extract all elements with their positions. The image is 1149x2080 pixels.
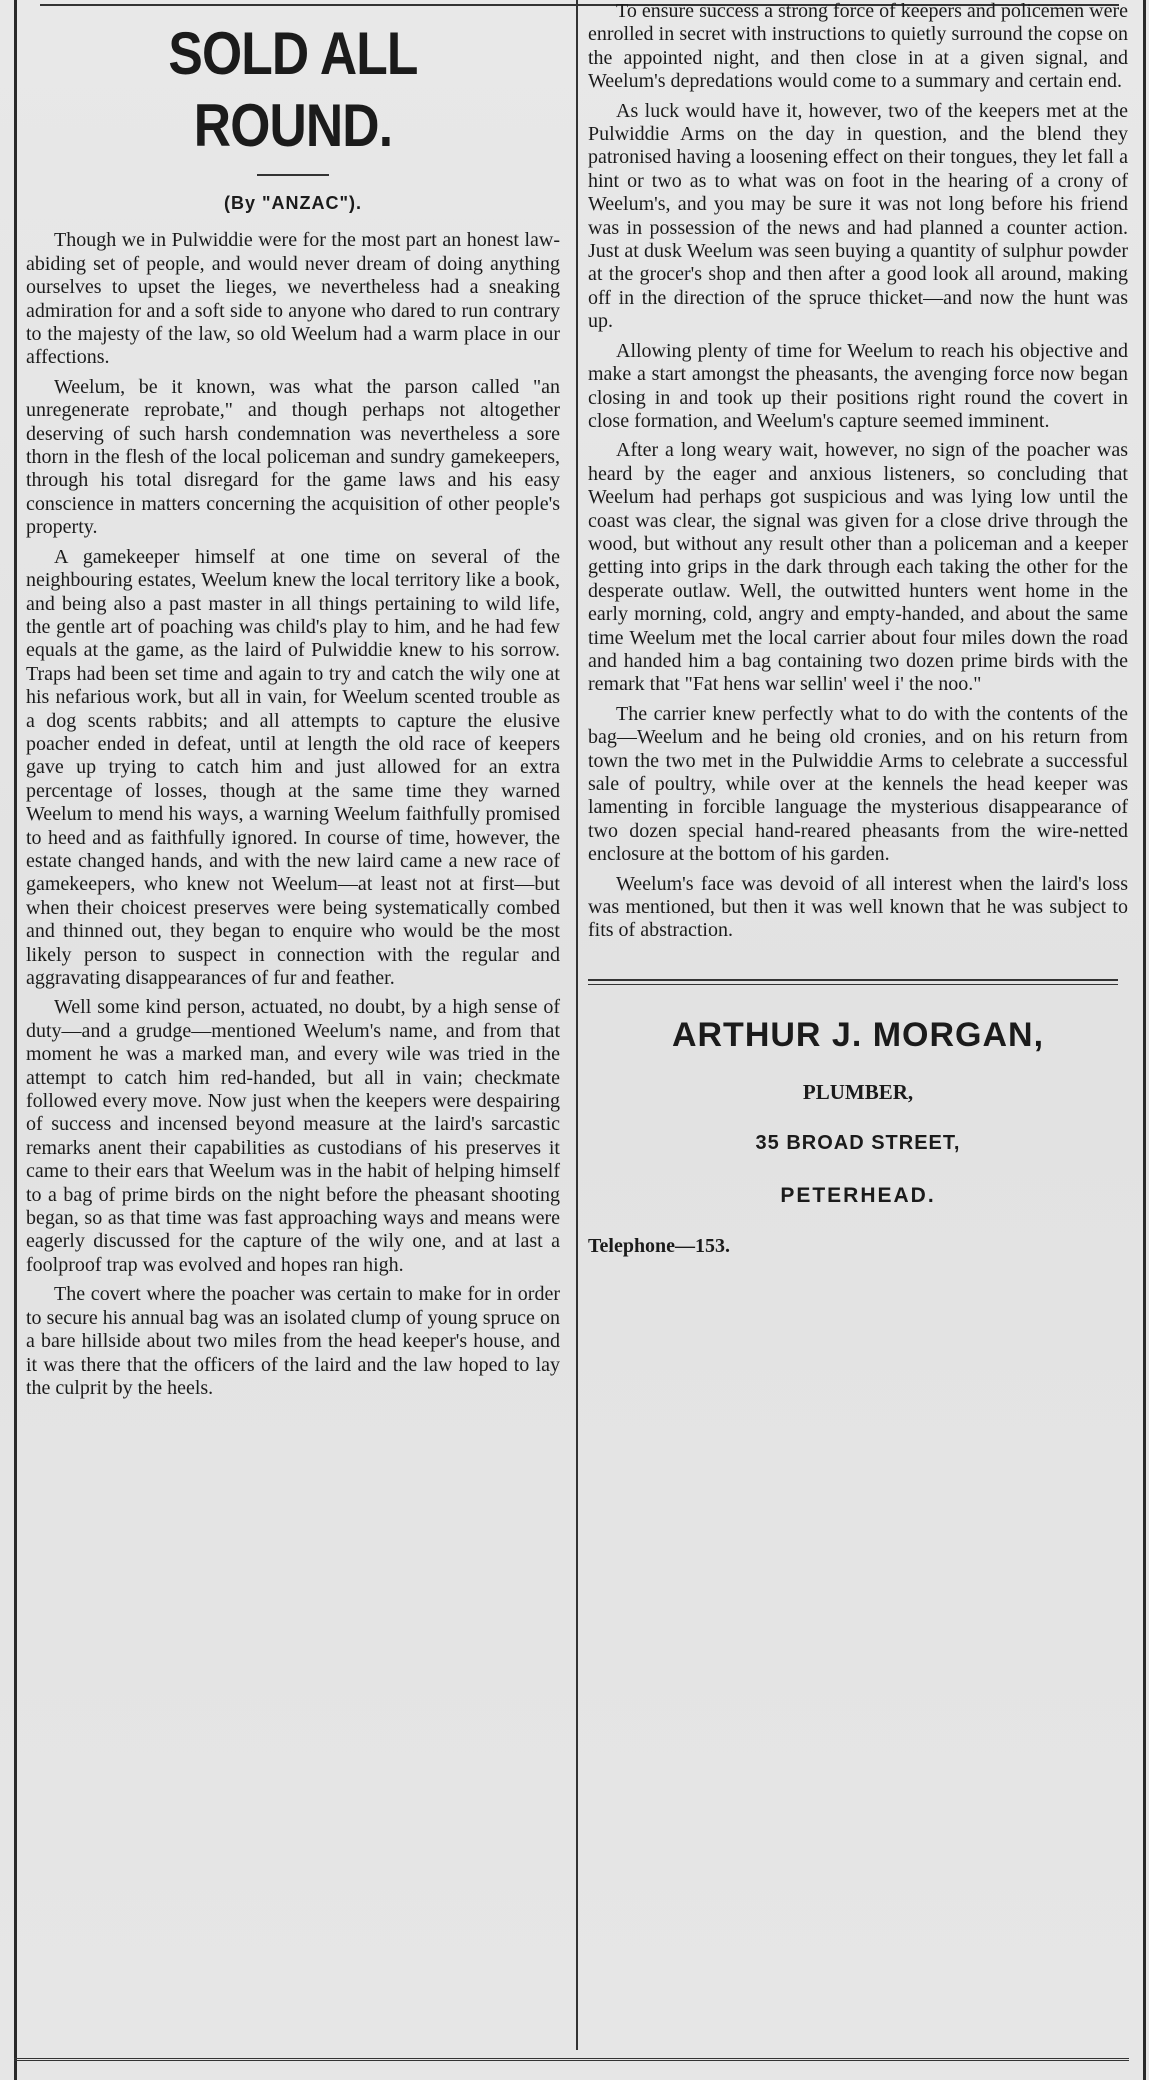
right-column-edge: [1143, 0, 1146, 2080]
article-paragraph: Well some kind person, actuated, no doubt, by a high sense of duty—and a grudge—mentioned Weelum's name, and from that moment he was a marked man, and every wile was tried in the attempt to catch him red-handed, but all in vain; checkmate followed every move. Now just when the keepers were despairing of success and incensed beyond measure at the laird's sarcastic remarks anent their capabilities as custodians of his preserves it came to their ears that Weelum was in the habit of helping himself to a bag of prime birds on the night before the pheasant shooting began, so as that time was fast approaching ways and means were eagerly discussed for the capture of the wily one, and at last a foolproof trap was evolved and hopes ran high.: [26, 996, 560, 1276]
bottom-rule: [14, 2058, 1129, 2061]
article-paragraph: The covert where the poacher was certain to make for in order to secure his annual bag was an isolated clump of young spruce on a bare hillside about two miles from the head keeper's house, and it was there that the officers of the laird and the law hoped to lay the culprit by the heels.: [26, 1283, 560, 1399]
article-paragraph: After a long weary wait, however, no sign of the poacher was heard by the eager and anxious listeners, so concluding that Weelum had perhaps got suspicious and was lying low until the coast was clear, the signal was given for a close drive through the wood, but without any result other than a policeman and a keeper getting into grips in the dark through each taking the other for the desperate outlaw. Well, the outwitted hunters went home in the early morning, cold, angry and empty-handed, and about the same time Weelum met the local carrier about four miles down the road and handed him a bag containing two dozen prime birds with the remark that "Fat hens war sellin' weel i' the noo.": [588, 439, 1128, 696]
advertiser-street: 35 BROAD STREET,: [755, 1132, 961, 1155]
article-paragraph: Though we in Pulwiddie were for the most part an honest law-abiding set of people, and would never dream of doing anything ourselves to upset the lieges, we nevertheless had a sneaking admiration for and a soft side to anyone who dared to run contrary to the majesty of the law, so old Weelum had a warm place in our affections.: [26, 229, 560, 369]
advertiser-name: ARTHUR J. MORGAN,: [671, 1015, 1045, 1054]
advertisement-rule: [588, 979, 1118, 985]
plumber-advertisement: [588, 1015, 1128, 1259]
article-column-left: [26, 0, 560, 1406]
article-headline: SOLD ALL ROUND.: [168, 20, 418, 159]
article-paragraph: As luck would have it, however, two of the keepers met at the Pulwiddie Arms on the day in question, and the blend they patronised having a loosening effect on their tongues, they let fall a hint or two as to what was on foot in the hearing of a crony of Weelum's, and you may be sure it was not long before his friend was in possession of the news and had planned a counter action. Just at dusk Weelum was seen buying a quantity of sulphur powder at the grocer's shop and then after a good look all around, making off in the direction of the spruce thicket—and now the hunt was up.: [588, 99, 1128, 333]
article-paragraph: Weelum, be it known, was what the parson called "an unregenerate reprobate," and though perhaps not altogether deserving of such harsh condemnation was nevertheless a sore thorn in the flesh of the local policeman and sundry gamekeepers, through his total disregard for the game laws and his easy conscience in matters concerning the acquisition of other people's property.: [26, 375, 560, 539]
headline-rule: [257, 174, 329, 176]
article-byline: (By "ANZAC").: [223, 193, 363, 213]
left-column-edge: [14, 0, 17, 2080]
column-divider: [576, 0, 578, 2050]
article-paragraph: Weelum's face was devoid of all interest when the laird's loss was mentioned, but then it was well known that he was subject to fits of abstraction.: [588, 872, 1128, 942]
article-paragraph: A gamekeeper himself at one time on several of the neighbouring estates, Weelum knew the local territory like a book, and being also a past master in all things pertaining to wild life, the gentle art of poaching was child's play to him, and he had few equals at the game, as the laird of Pulwiddie knew to his sorrow. Traps had been set time and again to try and catch the wily one at his nefarious work, but all in vain, for Weelum scented trouble as a dog scents rabbits; and all attempts to capture the elusive poacher ended in defeat, until at length the old race of keepers gave up trying to catch him and just allowed for an extra percentage of losses, though at the same time they warned Weelum to mend his ways, a warning Weelum faithfully promised to heed and as faithfully ignored. In course of time, however, the estate changed hands, and with the new laird came a new race of gamekeepers, who knew not Weelum—at least not at first—but when their choicest preserves were being systematically combed and thinned out, they began to enquire who would be the most likely person to suspect in connection with the regular and aggravating disappearances of fur and feather.: [26, 545, 560, 989]
advertiser-trade: PLUMBER,: [802, 1079, 914, 1104]
article-paragraph: Allowing plenty of time for Weelum to reach his objective and make a start amongst the pheasants, the avenging force now began closing in and took up their positions right round the covert in close formation, and Weelum's capture seemed imminent.: [588, 339, 1128, 432]
article-paragraph: The carrier knew perfectly what to do with the contents of the bag—Weelum and he being old cronies, and on his return from town the two met in the Pulwiddie Arms to celebrate a successful sale of poultry, while over at the kennels the head keeper was lamenting in forcible language the mysterious disappearance of two dozen special hand-reared pheasants from the wire-netted enclosure at the bottom of his garden.: [588, 702, 1128, 866]
advertiser-town: PETERHEAD.: [780, 1183, 936, 1207]
article-column-right: [588, 0, 1128, 1258]
advertiser-telephone: Telephone—153.: [588, 1235, 731, 1258]
article-paragraph: To ensure success a strong force of keepers and policemen were enrolled in secret with instructions to quietly surround the copse on the appointed night, and then close in at a given signal, and Weelum's depredations would come to a summary and certain end.: [588, 0, 1128, 93]
